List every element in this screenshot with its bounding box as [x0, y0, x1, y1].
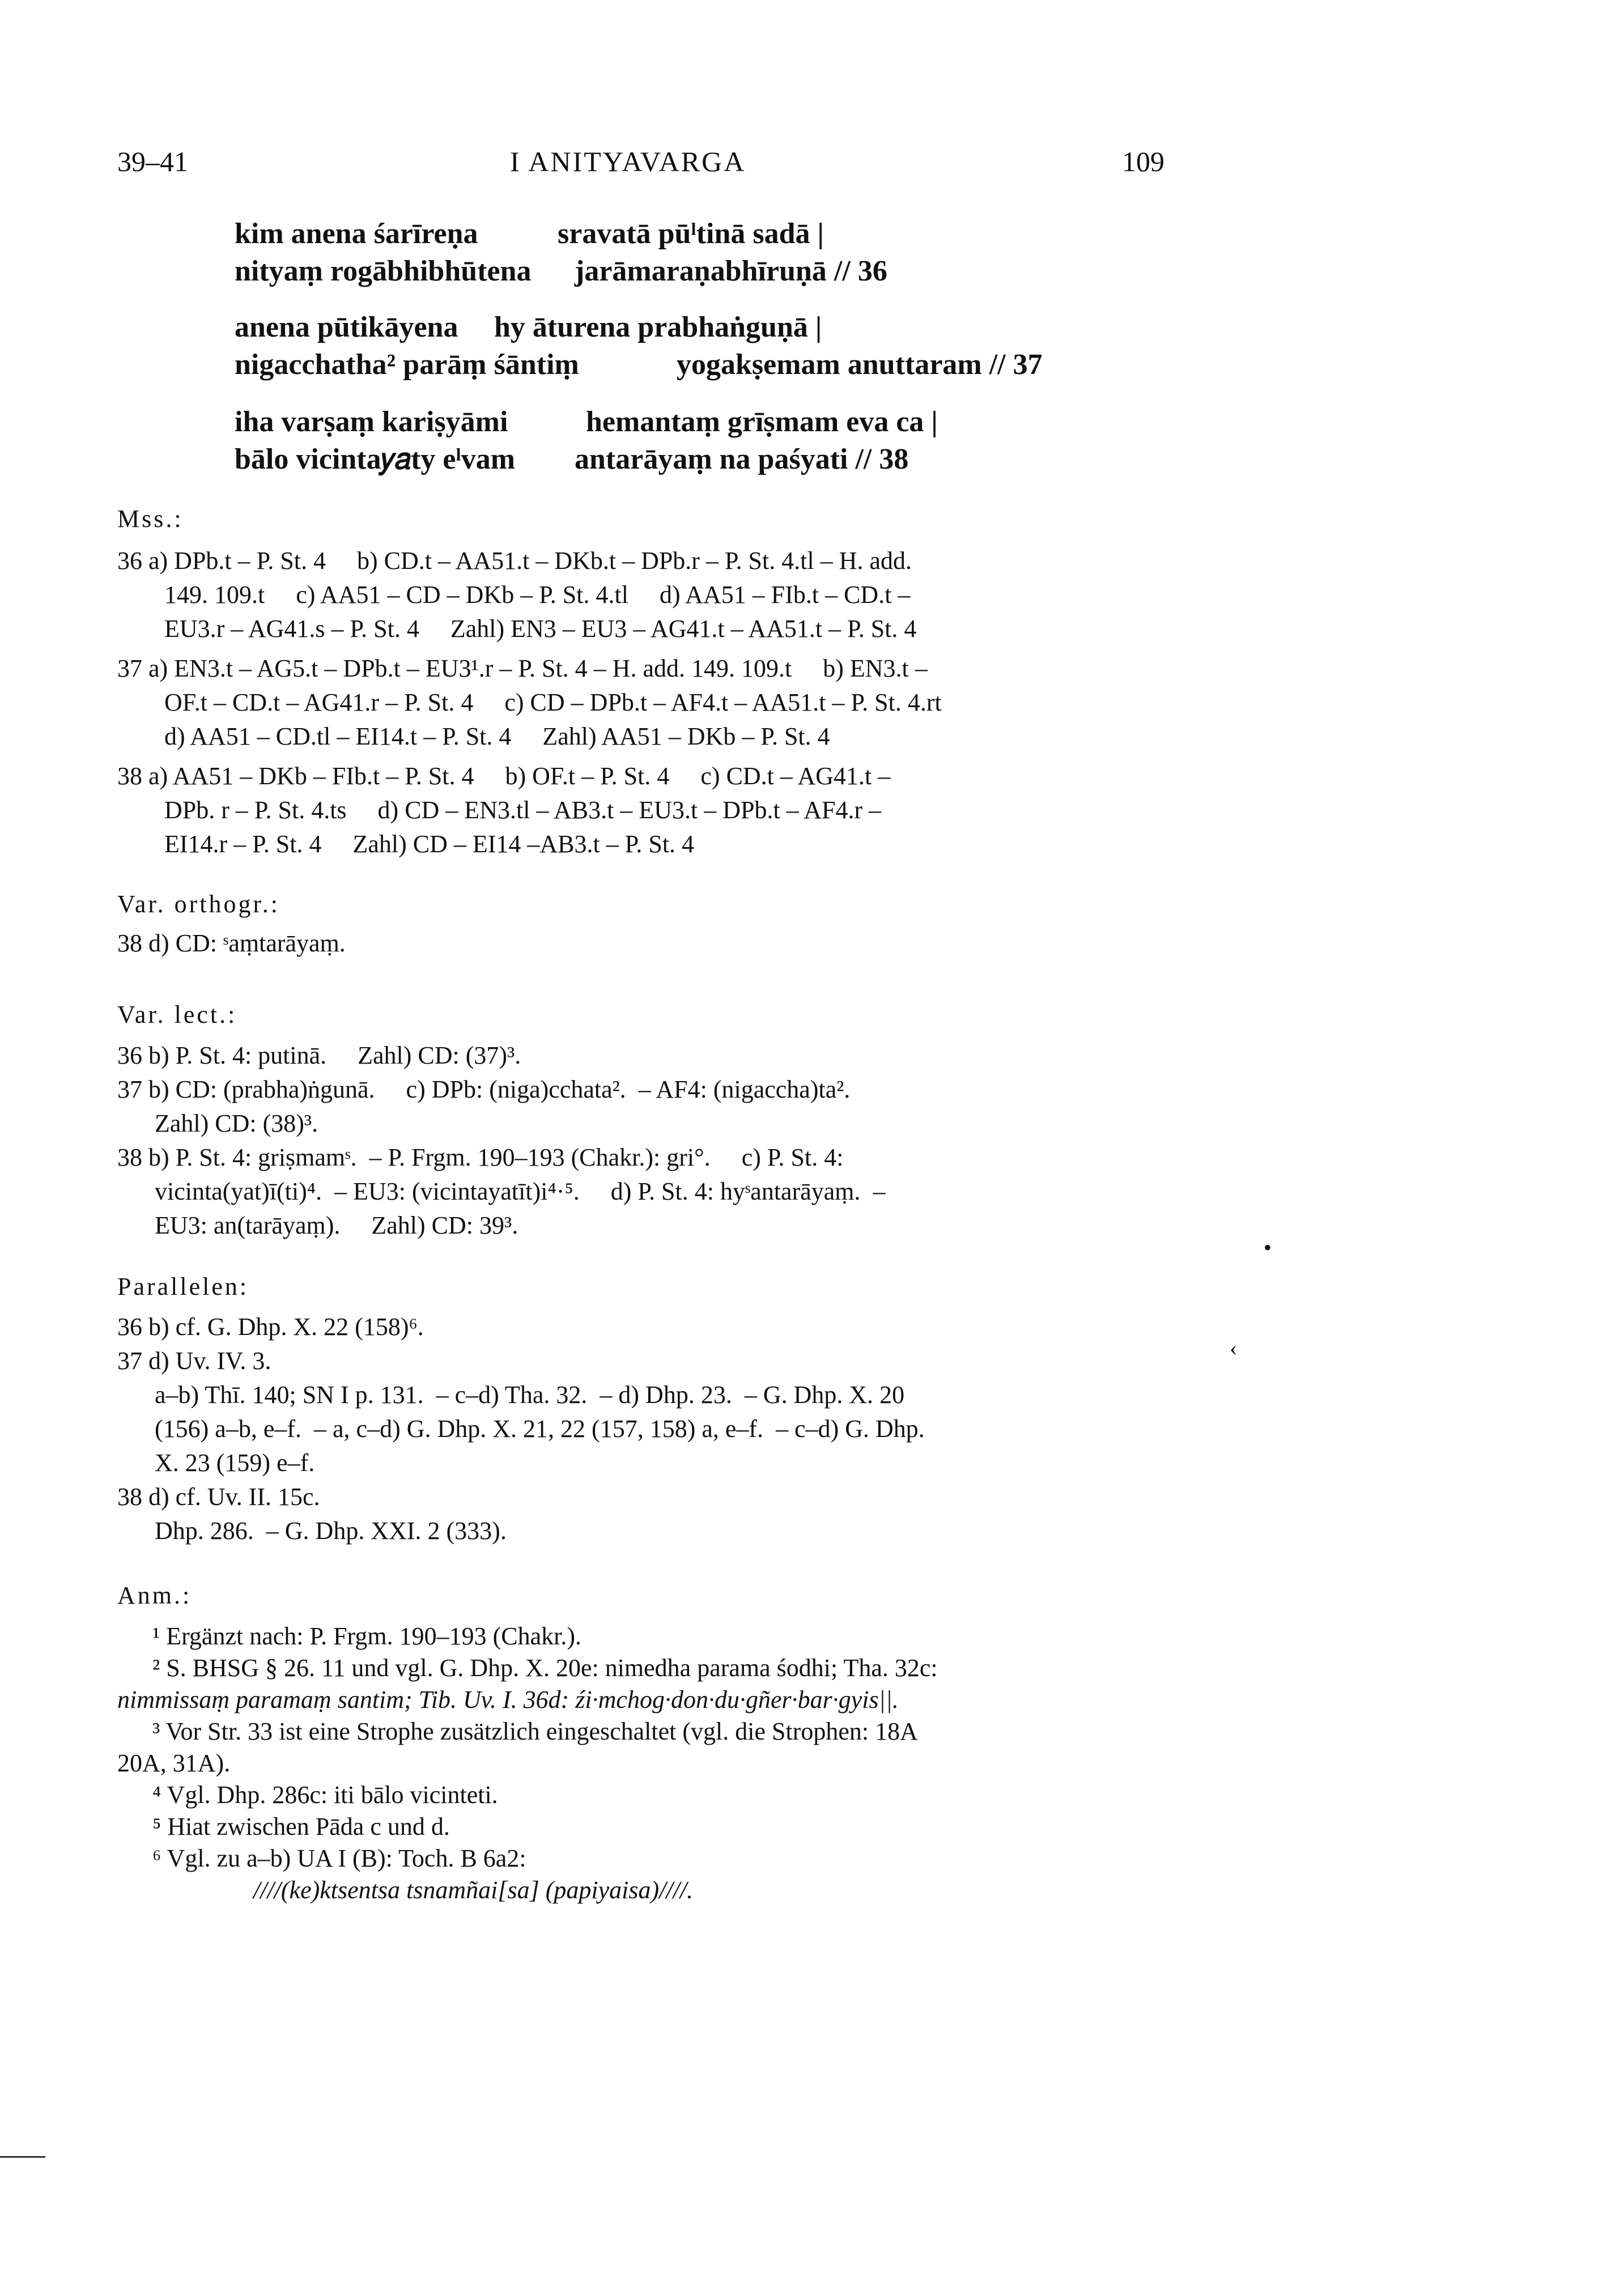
var-lect-line: 37 b) CD: (prabha)ṅgunā. c) DPb: (niga)cchata². – AF4: (nigaccha)ta². [117, 1075, 851, 1103]
running-title: I ANITYAVARGA [510, 146, 746, 177]
scan-speck: ‹ [1230, 1335, 1238, 1360]
verse-line-b: sravatā pūˡtinā sadā | [558, 218, 824, 250]
parallelen-list [117, 1310, 1194, 1548]
var-orthogr-label: Var. orthogr.: [117, 890, 280, 918]
entry-line: EU3.r – AG41.s – P. St. 4 Zahl) EN3 – EU3 – AG41.t – AA51.t – P. St. 4 [164, 615, 917, 643]
footnote-3-cont: 20A, 31A). [117, 1749, 231, 1777]
var-lect-line: 38 b) P. St. 4: griṣmamˢ. – P. Frgm. 190–193 (Chakr.): gri°. c) P. St. 4: [117, 1143, 844, 1171]
entry-line: DPb. r – P. St. 4.ts d) CD – EN3.tl – AB3.t – EU3.t – DPb.t – AF4.r – [164, 796, 882, 824]
verse-line-a: nigacchatha² parāṃ śāntiṃ [235, 348, 579, 381]
var-orthogr-list [117, 926, 1194, 960]
anm-label: Anm.: [117, 1581, 192, 1609]
parallelen-line: 38 d) cf. Uv. II. 15c. [117, 1483, 320, 1511]
footnote-2-cont: nimmissaṃ paramaṃ santim; Tib. Uv. I. 36d: źi·mchog·don·du·gñer·bar·gyis||. [117, 1686, 899, 1714]
parallelen-label: Parallelen: [117, 1273, 249, 1300]
parallelen-line: 36 b) cf. G. Dhp. X. 22 (158)⁶. [117, 1313, 424, 1341]
verse-line-a: iha varṣaṃ kariṣyāmi [235, 406, 508, 438]
footnote-3: ³ Vor Str. 33 ist eine Strophe zusätzlich eingeschaltet (vgl. die Strophen: 18A [152, 1717, 918, 1745]
footnote-1: ¹ Ergänzt nach: P. Frgm. 190–193 (Chakr.). [152, 1622, 582, 1650]
footnote-6-cont: ////(ke)ktsentsa tsnamñai[sa] (papiyaisa)////. [253, 1876, 694, 1904]
verse-38 [235, 403, 1425, 478]
footnote-6: ⁶ Vgl. zu a–b) UA I (B): Toch. B 6a2: [152, 1844, 526, 1872]
mss-entry-36 [117, 544, 1194, 646]
var-lect-line: Zahl) CD: (38)³. [117, 1109, 318, 1137]
verse-line-b: yogakṣemam anuttaram // 37 [677, 348, 1043, 381]
footnote-4: ⁴ Vgl. Dhp. 286c: iti bālo vicinteti. [152, 1781, 498, 1809]
verse-line-b: jarāmaraṇabhīruṇā // 36 [575, 255, 887, 287]
entry-line: a) EN3.t – AG5.t – DPb.t – EU3¹.r – P. St. 4 – H. add. 149. 109.t b) EN3.t – [148, 654, 928, 682]
verse-line-b: antarāyaṃ na paśyati // 38 [575, 443, 909, 475]
mss-entry-38 [117, 759, 1194, 861]
verse-line-b: hemantaṃ grīṣmam eva ca | [586, 406, 938, 438]
entry-number: 38 [117, 762, 142, 790]
entry-line: a) DPb.t – P. St. 4 b) CD.t – AA51.t – DKb.t – DPb.r – P. St. 4.tl – H. add. [148, 547, 912, 575]
entry-line: OF.t – CD.t – AG41.r – P. St. 4 c) CD – DPb.t – AF4.t – AA51.t – P. St. 4.rt [164, 688, 942, 716]
verse-line-a: nityaṃ rogābhibhūtena [235, 255, 532, 287]
parallelen-line: Dhp. 286. – G. Dhp. XXI. 2 (333). [117, 1517, 507, 1545]
verse-line-a: anena pūtikāyena [235, 311, 458, 343]
entry-line: EI14.r – P. St. 4 Zahl) CD – EI14 –AB3.t – P. St. 4 [164, 830, 695, 858]
var-lect-list [117, 1039, 1194, 1243]
verse-37 [235, 309, 1425, 384]
parallelen-line: a–b) Thī. 140; SN I p. 131. – c–d) Tha. 32. – d) Dhp. 23. – G. Dhp. X. 20 [117, 1381, 905, 1409]
var-lect-line: 36 b) P. St. 4: putinā. Zahl) CD: (37)³. [117, 1041, 521, 1069]
verse-36 [235, 215, 1425, 290]
entry-number: 37 [117, 654, 142, 682]
parallelen-line: (156) a–b, e–f. – a, c–d) G. Dhp. X. 21, 22 (157, 158) a, e–f. – c–d) G. Dhp. [117, 1415, 925, 1443]
verse-line-b: hy āturena prabhaṅguṇā | [494, 311, 822, 343]
parallelen-line: 37 d) Uv. IV. 3. [117, 1347, 271, 1375]
mss-label: Mss.: [117, 505, 184, 533]
mss-entry-37 [117, 652, 1194, 754]
var-lect-label: Var. lect.: [117, 1001, 237, 1028]
page-range: 39–41 [117, 146, 188, 177]
page-number: 109 [1122, 146, 1164, 177]
verse-line-a: bālo vicinta𝑦𝑎ty eˡvam [235, 443, 516, 475]
var-lect-line: EU3: an(tarāyaṃ). Zahl) CD: 39³. [117, 1211, 518, 1239]
entry-number: 36 [117, 547, 142, 575]
scan-edge-mark [0, 2156, 45, 2158]
var-lect-line: vicinta(yat)ī(ti)⁴. – EU3: (vicintayatīt)i⁴·⁵. d) P. St. 4: hyˢantarāyaṃ. – [117, 1177, 886, 1205]
var-orthogr-line: 38 d) CD: ˢaṃtarāyaṃ. [117, 929, 346, 957]
parallelen-line: X. 23 (159) e–f. [117, 1449, 315, 1477]
footnote-2: ² S. BHSG § 26. 11 und vgl. G. Dhp. X. 20e: nimedha parama śodhi; Tha. 32c: [152, 1654, 938, 1682]
anm-list [117, 1621, 1228, 1906]
scan-speck: • [1264, 1235, 1272, 1260]
entry-line: d) AA51 – CD.tl – EI14.t – P. St. 4 Zahl) AA51 – DKb – P. St. 4 [164, 722, 830, 750]
entry-line: a) AA51 – DKb – FIb.t – P. St. 4 b) OF.t – P. St. 4 c) CD.t – AG41.t – [148, 762, 891, 790]
entry-line: 149. 109.t c) AA51 – CD – DKb – P. St. 4.tl d) AA51 – FIb.t – CD.t – [164, 581, 911, 609]
footnote-5: ⁵ Hiat zwischen Pāda c und d. [152, 1813, 450, 1840]
verse-line-a: kim anena śarīreṇa [235, 218, 478, 250]
